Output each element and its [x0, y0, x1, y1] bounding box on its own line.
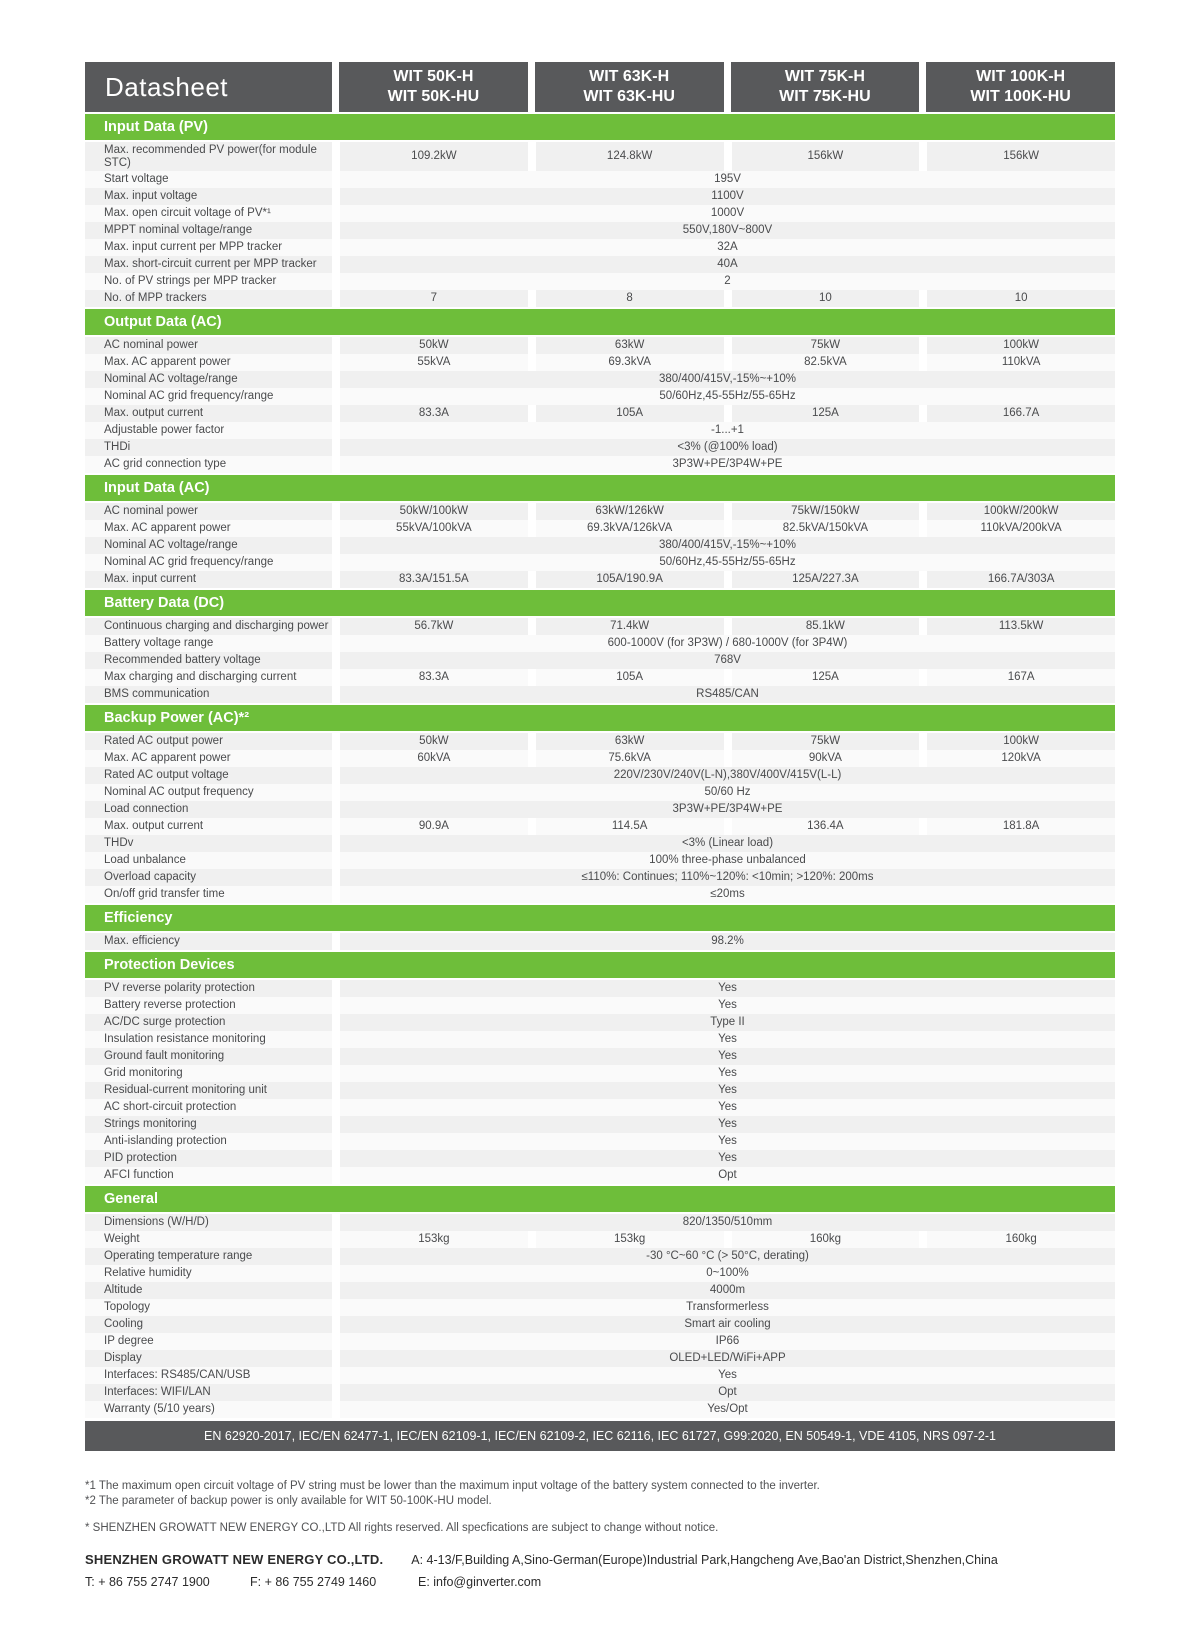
spec-value-span: 32A	[340, 239, 1115, 256]
spec-label: Rated AC output voltage	[85, 767, 332, 784]
spec-label: Anti-islanding protection	[85, 1133, 332, 1150]
spec-label: Insulation resistance monitoring	[85, 1031, 332, 1048]
spec-value: 156kW	[732, 142, 920, 171]
spec-value-span: Transformerless	[340, 1299, 1115, 1316]
spec-value: 136.4A	[732, 818, 920, 835]
spec-label: Max. AC apparent power	[85, 354, 332, 371]
spec-row	[85, 439, 1115, 456]
spec-sections	[85, 114, 1115, 1418]
spec-row	[85, 503, 1115, 520]
spec-value: 90kVA	[732, 750, 920, 767]
spec-value: 63kW/126kW	[536, 503, 724, 520]
spec-value: 105A	[536, 669, 724, 686]
spec-label: Display	[85, 1350, 332, 1367]
spec-row	[85, 422, 1115, 439]
spec-value-span: Yes	[340, 980, 1115, 997]
spec-value: 153kg	[536, 1231, 724, 1248]
spec-row	[85, 1265, 1115, 1282]
spec-row	[85, 1167, 1115, 1184]
spec-section	[85, 952, 1115, 1184]
spec-label: IP degree	[85, 1333, 332, 1350]
spec-value-span: 600-1000V (for 3P3W) / 680-1000V (for 3P4W)	[340, 635, 1115, 652]
spec-label: Max. recommended PV power(for module STC)	[85, 142, 332, 171]
spec-row	[85, 239, 1115, 256]
spec-row	[85, 1316, 1115, 1333]
spec-value: 83.3A	[340, 405, 528, 422]
spec-section	[85, 1186, 1115, 1418]
spec-label: Load unbalance	[85, 852, 332, 869]
spec-value-span: 50/60Hz,45-55Hz/55-65Hz	[340, 388, 1115, 405]
spec-value: 167A	[927, 669, 1115, 686]
spec-value: 55kVA	[340, 354, 528, 371]
spec-row	[85, 1031, 1115, 1048]
spec-value-span: Yes	[340, 1099, 1115, 1116]
spec-value-span: Yes	[340, 1065, 1115, 1082]
spec-row	[85, 767, 1115, 784]
spec-row	[85, 1082, 1115, 1099]
spec-row	[85, 1014, 1115, 1031]
spec-label: Load connection	[85, 801, 332, 818]
spec-value-span: 380/400/415V,-15%~+10%	[340, 371, 1115, 388]
spec-value: 125A/227.3A	[732, 571, 920, 588]
spec-value: 181.8A	[927, 818, 1115, 835]
spec-label: Interfaces: RS485/CAN/USB	[85, 1367, 332, 1384]
model-column-header	[731, 62, 920, 112]
spec-row	[85, 618, 1115, 635]
spec-value-span: -30 °C~60 °C (> 50°C, derating)	[340, 1248, 1115, 1265]
spec-section	[85, 475, 1115, 588]
spec-value-span: Opt	[340, 1167, 1115, 1184]
model-name-line1: WIT 75K-H	[784, 68, 865, 86]
spec-value: 114.5A	[536, 818, 724, 835]
spec-label: Max. input current per MPP tracker	[85, 239, 332, 256]
spec-label: Battery voltage range	[85, 635, 332, 652]
spec-row	[85, 1333, 1115, 1350]
spec-label: Topology	[85, 1299, 332, 1316]
spec-value: 166.7A	[927, 405, 1115, 422]
spec-label: Recommended battery voltage	[85, 652, 332, 669]
spec-label: Cooling	[85, 1316, 332, 1333]
spec-row	[85, 835, 1115, 852]
spec-label: AFCI function	[85, 1167, 332, 1184]
spec-row	[85, 354, 1115, 371]
spec-label: Nominal AC grid frequency/range	[85, 554, 332, 571]
spec-row	[85, 273, 1115, 290]
spec-row	[85, 1299, 1115, 1316]
spec-label: Grid monitoring	[85, 1065, 332, 1082]
spec-value-span: 380/400/415V,-15%~+10%	[340, 537, 1115, 554]
company-phone: T: + 86 755 2747 1900	[85, 1575, 210, 1589]
model-name-line1: WIT 63K-H	[589, 68, 670, 86]
spec-value: 63kW	[536, 733, 724, 750]
spec-label: Battery reverse protection	[85, 997, 332, 1014]
spec-row	[85, 669, 1115, 686]
spec-value-span: ≤20ms	[340, 886, 1115, 903]
model-column-header	[535, 62, 724, 112]
spec-row	[85, 1133, 1115, 1150]
spec-value-span: 50/60 Hz	[340, 784, 1115, 801]
spec-value-span: Yes/Opt	[340, 1401, 1115, 1418]
spec-label: Continuous charging and discharging power	[85, 618, 332, 635]
spec-row	[85, 1214, 1115, 1231]
spec-label: Max. output current	[85, 405, 332, 422]
footnote-1: *1 The maximum open circuit voltage of PV string must be lower than the maximum input voltage of the battery system connected to the inverter.	[85, 1480, 820, 1492]
spec-label: Rated AC output power	[85, 733, 332, 750]
spec-label: THDi	[85, 439, 332, 456]
spec-label: Relative humidity	[85, 1265, 332, 1282]
spec-value-span: Yes	[340, 1048, 1115, 1065]
spec-value-span: ≤110%: Continues; 110%~120%: <10min; >120%: 200ms	[340, 869, 1115, 886]
spec-row	[85, 1248, 1115, 1265]
spec-label: PV reverse polarity protection	[85, 980, 332, 997]
spec-label: PID protection	[85, 1150, 332, 1167]
spec-value: 56.7kW	[340, 618, 528, 635]
spec-value-span: OLED+LED/WiFi+APP	[340, 1350, 1115, 1367]
model-name-line1: WIT 50K-H	[393, 68, 474, 86]
spec-label: AC grid connection type	[85, 456, 332, 473]
spec-section	[85, 114, 1115, 307]
spec-value: 50kW	[340, 337, 528, 354]
spec-value: 75.6kVA	[536, 750, 724, 767]
spec-label: Max charging and discharging current	[85, 669, 332, 686]
spec-row	[85, 520, 1115, 537]
spec-value: 100kW	[927, 733, 1115, 750]
spec-label: Max. short-circuit current per MPP tracker	[85, 256, 332, 273]
spec-value-span: 2	[340, 273, 1115, 290]
spec-value-span: Smart air cooling	[340, 1316, 1115, 1333]
spec-value: 82.5kVA/150kVA	[732, 520, 920, 537]
spec-row	[85, 733, 1115, 750]
spec-value-span: Yes	[340, 1133, 1115, 1150]
spec-row	[85, 852, 1115, 869]
spec-label: Overload capacity	[85, 869, 332, 886]
spec-section	[85, 905, 1115, 950]
spec-row	[85, 554, 1115, 571]
spec-row	[85, 290, 1115, 307]
spec-row	[85, 405, 1115, 422]
spec-value-span: Yes	[340, 1150, 1115, 1167]
spec-value: 75kW	[732, 337, 920, 354]
spec-value-span: 40A	[340, 256, 1115, 273]
section-header: Efficiency	[85, 905, 1115, 931]
spec-value-span: Yes	[340, 997, 1115, 1014]
spec-value: 124.8kW	[536, 142, 724, 171]
spec-label: Start voltage	[85, 171, 332, 188]
spec-value: 83.3A	[340, 669, 528, 686]
model-column-header	[339, 62, 528, 112]
spec-label: Max. output current	[85, 818, 332, 835]
spec-value-span: Yes	[340, 1116, 1115, 1133]
spec-value-span: -1...+1	[340, 422, 1115, 439]
table-header	[85, 62, 1115, 112]
spec-value: 10	[732, 290, 920, 307]
spec-row	[85, 1282, 1115, 1299]
spec-label: Weight	[85, 1231, 332, 1248]
spec-section	[85, 309, 1115, 473]
model-name-line2: WIT 50K-HU	[387, 88, 480, 105]
spec-row	[85, 933, 1115, 950]
model-name-line1: WIT 100K-H	[976, 68, 1066, 86]
spec-value: 85.1kW	[732, 618, 920, 635]
spec-value-span: 4000m	[340, 1282, 1115, 1299]
spec-label: AC short-circuit protection	[85, 1099, 332, 1116]
spec-row	[85, 750, 1115, 767]
spec-value-span: 100% three-phase unbalanced	[340, 852, 1115, 869]
spec-row	[85, 818, 1115, 835]
spec-label: Operating temperature range	[85, 1248, 332, 1265]
spec-value: 82.5kVA	[732, 354, 920, 371]
spec-row	[85, 337, 1115, 354]
spec-label: Warranty (5/10 years)	[85, 1401, 332, 1418]
spec-label: On/off grid transfer time	[85, 886, 332, 903]
spec-row	[85, 142, 1115, 171]
spec-row	[85, 188, 1115, 205]
spec-value-span: 0~100%	[340, 1265, 1115, 1282]
spec-value: 113.5kW	[927, 618, 1115, 635]
section-header: Battery Data (DC)	[85, 590, 1115, 616]
spec-value: 125A	[732, 405, 920, 422]
spec-value-span: 1100V	[340, 188, 1115, 205]
spec-value: 8	[536, 290, 724, 307]
spec-value: 166.7A/303A	[927, 571, 1115, 588]
model-name-line2: WIT 63K-HU	[583, 88, 675, 105]
spec-row	[85, 1384, 1115, 1401]
spec-row	[85, 171, 1115, 188]
spec-label: Max. AC apparent power	[85, 750, 332, 767]
spec-row	[85, 1065, 1115, 1082]
spec-value: 109.2kW	[340, 142, 528, 171]
company-fax: F: + 86 755 2749 1460	[250, 1575, 377, 1589]
spec-label: Dimensions (W/H/D)	[85, 1214, 332, 1231]
spec-label: Adjustable power factor	[85, 422, 332, 439]
spec-row	[85, 635, 1115, 652]
spec-row	[85, 1367, 1115, 1384]
spec-value: 105A	[536, 405, 724, 422]
spec-value: 75kW	[732, 733, 920, 750]
datasheet-page	[85, 62, 1115, 1629]
section-header: Input Data (AC)	[85, 475, 1115, 501]
spec-value: 69.3kVA	[536, 354, 724, 371]
spec-row	[85, 801, 1115, 818]
spec-value: 160kg	[927, 1231, 1115, 1248]
spec-value-span: IP66	[340, 1333, 1115, 1350]
spec-value: 83.3A/151.5A	[340, 571, 528, 588]
spec-row	[85, 205, 1115, 222]
spec-value-span: <3% (@100% load)	[340, 439, 1115, 456]
spec-row	[85, 886, 1115, 903]
spec-section	[85, 705, 1115, 903]
spec-value-span: 3P3W+PE/3P4W+PE	[340, 456, 1115, 473]
spec-row	[85, 869, 1115, 886]
spec-value-span: 3P3W+PE/3P4W+PE	[340, 801, 1115, 818]
spec-value-span: <3% (Linear load)	[340, 835, 1115, 852]
spec-row	[85, 1099, 1115, 1116]
spec-row	[85, 222, 1115, 239]
spec-value: 160kg	[732, 1231, 920, 1248]
copyright-note: * SHENZHEN GROWATT NEW ENERGY CO.,LTD All rights reserved. All specfications are subject to change without notice.	[85, 1522, 719, 1534]
spec-label: AC/DC surge protection	[85, 1014, 332, 1031]
spec-value-span: RS485/CAN	[340, 686, 1115, 703]
spec-value-span: Opt	[340, 1384, 1115, 1401]
spec-value-span: 768V	[340, 652, 1115, 669]
spec-value: 125A	[732, 669, 920, 686]
spec-row	[85, 1350, 1115, 1367]
company-address: A: 4-13/F,Building A,Sino-German(Europe)Industrial Park,Hangcheng Ave,Bao'an District,Shenzhen,China	[411, 1553, 998, 1567]
footnotes	[85, 1479, 1115, 1509]
spec-label: AC nominal power	[85, 503, 332, 520]
spec-label: Interfaces: WIFI/LAN	[85, 1384, 332, 1401]
spec-row	[85, 571, 1115, 588]
spec-value: 7	[340, 290, 528, 307]
spec-value: 153kg	[340, 1231, 528, 1248]
model-name-line2: WIT 75K-HU	[779, 88, 871, 105]
spec-value: 105A/190.9A	[536, 571, 724, 588]
spec-value-span: 820/1350/510mm	[340, 1214, 1115, 1231]
spec-value: 71.4kW	[536, 618, 724, 635]
company-email: E: info@ginverter.com	[418, 1575, 542, 1589]
section-header: Input Data (PV)	[85, 114, 1115, 140]
spec-row	[85, 456, 1115, 473]
spec-label: Max. AC apparent power	[85, 520, 332, 537]
spec-label: Max. input current	[85, 571, 332, 588]
spec-value: 100kW/200kW	[927, 503, 1115, 520]
spec-label: Nominal AC voltage/range	[85, 371, 332, 388]
spec-row	[85, 371, 1115, 388]
spec-row	[85, 256, 1115, 273]
spec-value: 50kW/100kW	[340, 503, 528, 520]
model-column-header	[926, 62, 1115, 112]
spec-value: 75kW/150kW	[732, 503, 920, 520]
spec-label: MPPT nominal voltage/range	[85, 222, 332, 239]
section-header: Protection Devices	[85, 952, 1115, 978]
spec-label: Nominal AC grid frequency/range	[85, 388, 332, 405]
spec-row	[85, 388, 1115, 405]
spec-row	[85, 537, 1115, 554]
spec-value: 50kW	[340, 733, 528, 750]
spec-value: 100kW	[927, 337, 1115, 354]
spec-row	[85, 652, 1115, 669]
spec-value-span: 1000V	[340, 205, 1115, 222]
spec-label: No. of PV strings per MPP tracker	[85, 273, 332, 290]
spec-row	[85, 1401, 1115, 1418]
company-name: SHENZHEN GROWATT NEW ENERGY CO.,LTD.	[85, 1552, 384, 1567]
company-footer	[85, 1552, 1115, 1589]
spec-label: No. of MPP trackers	[85, 290, 332, 307]
spec-value: 63kW	[536, 337, 724, 354]
spec-value-span: 98.2%	[340, 933, 1115, 950]
spec-value: 120kVA	[927, 750, 1115, 767]
spec-label: THDv	[85, 835, 332, 852]
section-header: General	[85, 1186, 1115, 1212]
spec-row	[85, 980, 1115, 997]
section-header: Output Data (AC)	[85, 309, 1115, 335]
spec-value-span: Type II	[340, 1014, 1115, 1031]
spec-value-span: 550V,180V~800V	[340, 222, 1115, 239]
spec-value-span: Yes	[340, 1082, 1115, 1099]
spec-row	[85, 1150, 1115, 1167]
spec-value-span: 50/60Hz,45-55Hz/55-65Hz	[340, 554, 1115, 571]
spec-value-span: Yes	[340, 1031, 1115, 1048]
spec-value-span: Yes	[340, 1367, 1115, 1384]
spec-label: Nominal AC voltage/range	[85, 537, 332, 554]
spec-label: Residual-current monitoring unit	[85, 1082, 332, 1099]
spec-label: Nominal AC output frequency	[85, 784, 332, 801]
spec-value: 69.3kVA/126kVA	[536, 520, 724, 537]
spec-value-span: 195V	[340, 171, 1115, 188]
spec-label: Strings monitoring	[85, 1116, 332, 1133]
spec-value: 156kW	[927, 142, 1115, 171]
spec-label: AC nominal power	[85, 337, 332, 354]
spec-value: 110kVA/200kVA	[927, 520, 1115, 537]
spec-value: 90.9A	[340, 818, 528, 835]
spec-label: Max. efficiency	[85, 933, 332, 950]
spec-row	[85, 686, 1115, 703]
section-header: Backup Power (AC)*²	[85, 705, 1115, 731]
spec-value: 10	[927, 290, 1115, 307]
spec-row	[85, 1116, 1115, 1133]
spec-row	[85, 1231, 1115, 1248]
spec-row	[85, 784, 1115, 801]
spec-value-span: 220V/230V/240V(L-N),380V/400V/415V(L-L)	[340, 767, 1115, 784]
page-title: Datasheet	[85, 62, 332, 112]
spec-section	[85, 590, 1115, 703]
spec-row	[85, 997, 1115, 1014]
footnote-2: *2 The parameter of backup power is only available for WIT 50-100K-HU model.	[85, 1495, 492, 1507]
spec-value: 55kVA/100kVA	[340, 520, 528, 537]
spec-label: Max. open circuit voltage of PV*¹	[85, 205, 332, 222]
spec-value: 60kVA	[340, 750, 528, 767]
spec-label: Ground fault monitoring	[85, 1048, 332, 1065]
certifications-bar: EN 62920-2017, IEC/EN 62477-1, IEC/EN 62109-1, IEC/EN 62109-2, IEC 62116, IEC 61727, G99:2020, EN 50549-1, VDE 4105, NRS 097-2-1	[85, 1421, 1115, 1451]
model-name-line2: WIT 100K-HU	[970, 88, 1071, 105]
spec-label: BMS communication	[85, 686, 332, 703]
spec-label: Altitude	[85, 1282, 332, 1299]
spec-label: Max. input voltage	[85, 188, 332, 205]
spec-value: 110kVA	[927, 354, 1115, 371]
spec-row	[85, 1048, 1115, 1065]
